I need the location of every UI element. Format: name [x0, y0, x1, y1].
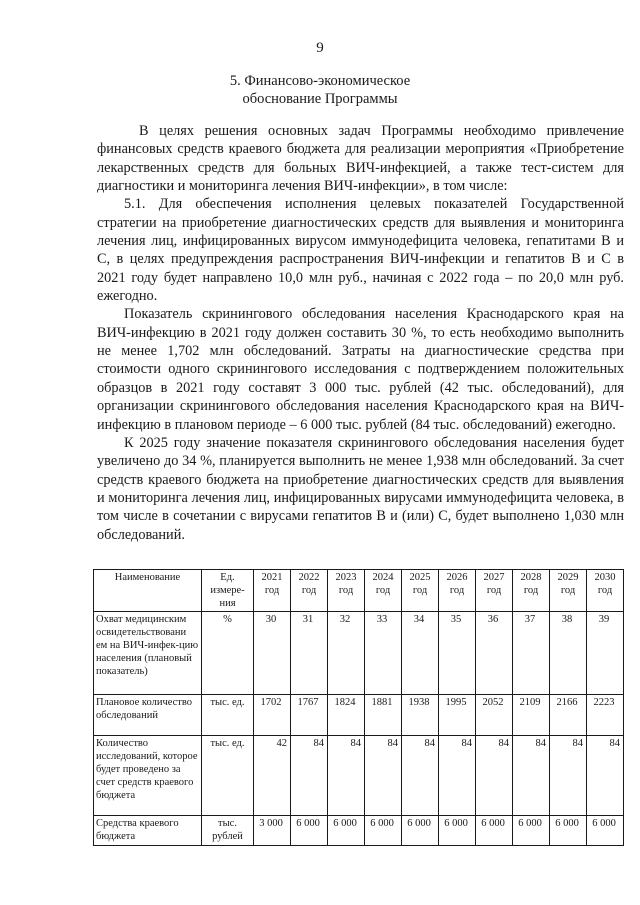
table-cell: 1767 [291, 695, 328, 736]
heading-line-2: обоснование Программы [242, 91, 398, 107]
paragraph-2: 5.1. Для обеспечения исполнения целевых показателей Государственной стратегии на приобретение диагностических средств для выявления и мониторинга лечения лиц, инфицированных вирусом иммунодефицита человека, гепатитами В и С, в целях предупреждения распространения ВИЧ-инфекции и гепатитов В и С в 2021 году будет направлено 10,0 млн руб., начиная с 2022 года – по 20,0 млн руб. ежегодно. [97, 196, 624, 305]
row-unit: тыс. ед. [202, 736, 254, 816]
header-year: 2021 год [254, 570, 291, 612]
row-name: Количество исследований, которое будет проведено за счет средств краевого бюджета [94, 736, 202, 816]
table-cell: 6 000 [328, 816, 365, 846]
page-number: 9 [316, 40, 324, 56]
table-cell: 33 [365, 612, 402, 695]
body-text [97, 122, 624, 544]
header-year: 2025 год [402, 570, 439, 612]
row-unit: тыс. рублей [202, 816, 254, 846]
table-cell: 6 000 [513, 816, 550, 846]
paragraph-3: Показатель скринингового обследования населения Краснодарского края на ВИЧ-инфекцию в 2021 году должен составить 30 %, то есть необходимо выполнить не менее 1,702 млн обследований. Затраты на диагностические средства при стоимости одного скринингового исследования с подтверждением положительных образцов в 2021 году составят 3 000 тыс. рублей (42 тыс. обследований), для организации скринингового обследования населения Краснодарского края на ВИЧ-инфекцию в плановом периоде – 6 000 тыс. рублей (84 тыс. обследований) ежегодно. [97, 306, 624, 433]
table-cell: 84 [513, 736, 550, 816]
table-header-row [94, 570, 624, 612]
row-unit: тыс. ед. [202, 695, 254, 736]
header-year: 2029 год [550, 570, 587, 612]
heading-line-1: 5. Финансово-экономическое [229, 73, 411, 89]
table-cell: 84 [328, 736, 365, 816]
table-cell: 34 [402, 612, 439, 695]
header-name: Наименование [94, 570, 202, 612]
table-cell: 32 [328, 612, 365, 695]
table-cell: 1938 [402, 695, 439, 736]
header-year: 2030 год [587, 570, 624, 612]
financing-table [93, 569, 624, 846]
table-cell: 84 [439, 736, 476, 816]
section-heading [0, 72, 640, 108]
header-year: 2028 год [513, 570, 550, 612]
row-unit: % [202, 612, 254, 695]
table-cell: 6 000 [365, 816, 402, 846]
header-year: 2023 год [328, 570, 365, 612]
table-row [94, 695, 624, 736]
table-row [94, 816, 624, 846]
table-cell: 84 [291, 736, 328, 816]
header-year: 2026 год [439, 570, 476, 612]
table-cell: 1702 [254, 695, 291, 736]
table-cell: 31 [291, 612, 328, 695]
table-cell: 38 [550, 612, 587, 695]
paragraph-1: В целях решения основных задач Программы необходимо привлечение финансовых средств краевого бюджета для реализации мероприятия «Приобретение лекарственных средств для больных ВИЧ-инфекцией, а также тест-систем для диагностики и мониторинга лечения ВИЧ-инфекции», в том числе: [97, 123, 624, 195]
header-year: 2022 год [291, 570, 328, 612]
table-cell: 39 [587, 612, 624, 695]
table-cell: 6 000 [439, 816, 476, 846]
row-name: Плановое количество обследований [94, 695, 202, 736]
table-cell: 84 [587, 736, 624, 816]
table-cell: 1995 [439, 695, 476, 736]
table-cell: 6 000 [402, 816, 439, 846]
table-cell: 1824 [328, 695, 365, 736]
table-cell: 6 000 [476, 816, 513, 846]
table-cell: 37 [513, 612, 550, 695]
table-cell: 84 [365, 736, 402, 816]
header-year: 2024 год [365, 570, 402, 612]
table-cell: 2052 [476, 695, 513, 736]
table-row [94, 612, 624, 695]
table-cell: 1881 [365, 695, 402, 736]
table-cell: 42 [254, 736, 291, 816]
table-cell: 84 [402, 736, 439, 816]
table-cell: 2223 [587, 695, 624, 736]
table-cell: 36 [476, 612, 513, 695]
table-cell: 3 000 [254, 816, 291, 846]
header-year: 2027 год [476, 570, 513, 612]
table-row [94, 736, 624, 816]
row-name: Средства краевого бюджета [94, 816, 202, 846]
table-cell: 6 000 [291, 816, 328, 846]
paragraph-4: К 2025 году значение показателя скринингового обследования населения будет увеличено до 34 %, планируется выполнить не менее 1,938 млн обследований. За счет средств краевого бюджета на приобретение диагностических средств для выявления и мониторинга лечения лиц, инфицированных вирусами иммунодефицита человека, в том числе в сочетании с вирусами гепатитов В и (или) С, будет выполнено 1,030 млн обследований. [97, 434, 624, 543]
table-cell: 84 [550, 736, 587, 816]
header-unit: Ед. измере-ния [202, 570, 254, 612]
table-cell: 35 [439, 612, 476, 695]
table-cell: 84 [476, 736, 513, 816]
row-name: Охват медицинским освидетельствовани ем на ВИЧ-инфек-цию населения (плановый показатель) [94, 612, 202, 695]
table-cell: 6 000 [550, 816, 587, 846]
table-cell: 2166 [550, 695, 587, 736]
table-cell: 2109 [513, 695, 550, 736]
table-cell: 30 [254, 612, 291, 695]
table-cell: 6 000 [587, 816, 624, 846]
